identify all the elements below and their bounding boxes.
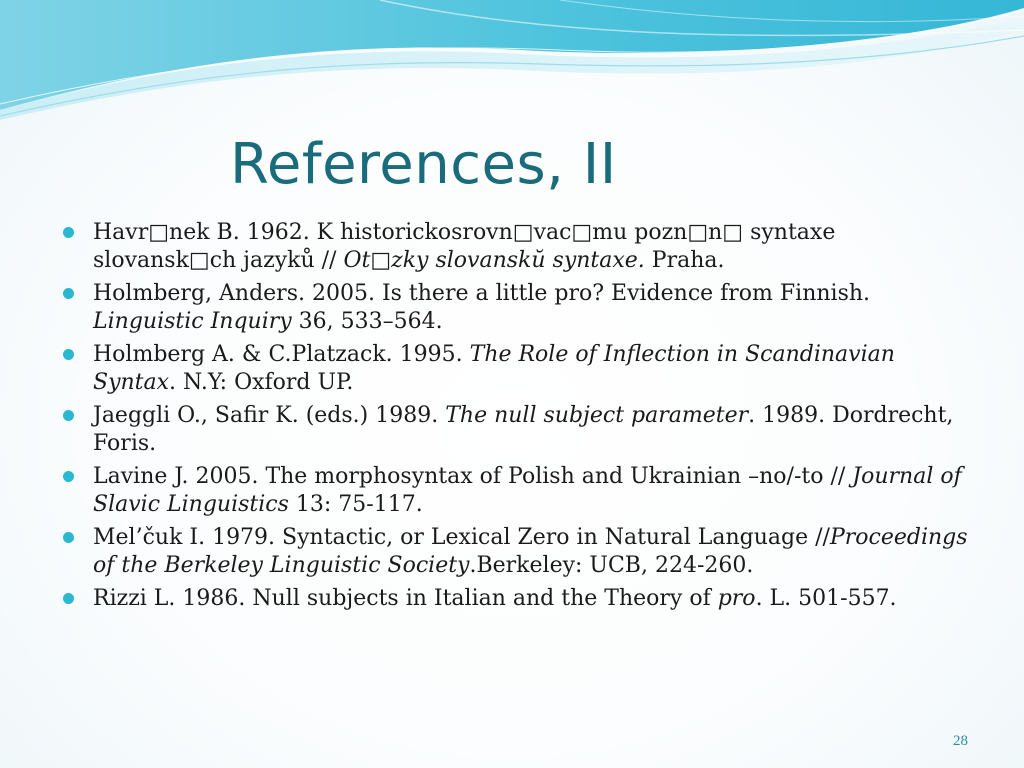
reference-italic-text: Linguistic Inquiry <box>93 308 292 334</box>
reference-item <box>62 219 972 274</box>
reference-item <box>62 402 972 457</box>
slide-title: References, II <box>230 132 617 197</box>
reference-text: Holmberg, Anders. 2005. Is there a little pro? Evidence from Finnish. <box>93 281 871 306</box>
bullet-icon <box>63 410 74 421</box>
reference-text: . L. 501-557. <box>755 586 897 611</box>
reference-item <box>62 524 972 579</box>
reference-item <box>62 585 972 613</box>
header-wave-decoration <box>0 0 1024 130</box>
reference-item <box>62 280 972 335</box>
reference-item <box>62 463 972 518</box>
reference-text: Praha. <box>644 247 725 273</box>
bullet-icon <box>63 532 74 543</box>
reference-italic-text: The null subject parameter <box>445 403 749 428</box>
reference-italic-text: pro <box>717 586 756 611</box>
reference-text: . 1989. Dordrecht, Foris. <box>93 403 954 456</box>
bullet-icon <box>63 288 74 299</box>
bullet-icon <box>63 593 74 604</box>
bullet-icon <box>63 227 74 238</box>
reference-text: 36, 533–564. <box>291 308 443 334</box>
reference-item <box>62 341 972 396</box>
reference-text: .Berkeley: UCB, 224-260. <box>469 552 754 578</box>
reference-italic-text: Ot□zky slovanskŭ syntaxe. <box>343 247 645 273</box>
reference-text: Holmberg A. & C.Platzack. 1995. <box>93 342 470 367</box>
reference-text: . N.Y: Oxford UP. <box>169 369 354 395</box>
reference-italic-text: The Role of Inflection in Scandinavian Syntax <box>93 342 895 395</box>
page-number: 28 <box>953 733 968 749</box>
bullet-icon <box>63 471 74 482</box>
reference-italic-text: Journal of Slavic Linguistics <box>93 464 962 517</box>
reference-list <box>62 219 972 619</box>
reference-text: 13: 75-117. <box>288 491 423 517</box>
reference-text: Mel’čuk I. 1979. Syntactic, or Lexical Zero in Natural Language // <box>93 525 830 550</box>
reference-italic-text: Proceedings of the Berkeley Linguistic Society <box>93 525 968 578</box>
reference-text: Rizzi L. 1986. Null subjects in Italian and the Theory of <box>93 586 718 611</box>
reference-text: Havr□nek B. 1962. K historickosrovn□vac□mu pozn□n□ syntaxe slovansk□ch jazyků // <box>93 220 836 273</box>
bullet-icon <box>63 349 74 360</box>
reference-text: Jaeggli O., Safir K. (eds.) 1989. <box>93 403 446 428</box>
reference-text: Lavine J. 2005. The morphosyntax of Polish and Ukrainian –no/-to // <box>93 464 853 489</box>
